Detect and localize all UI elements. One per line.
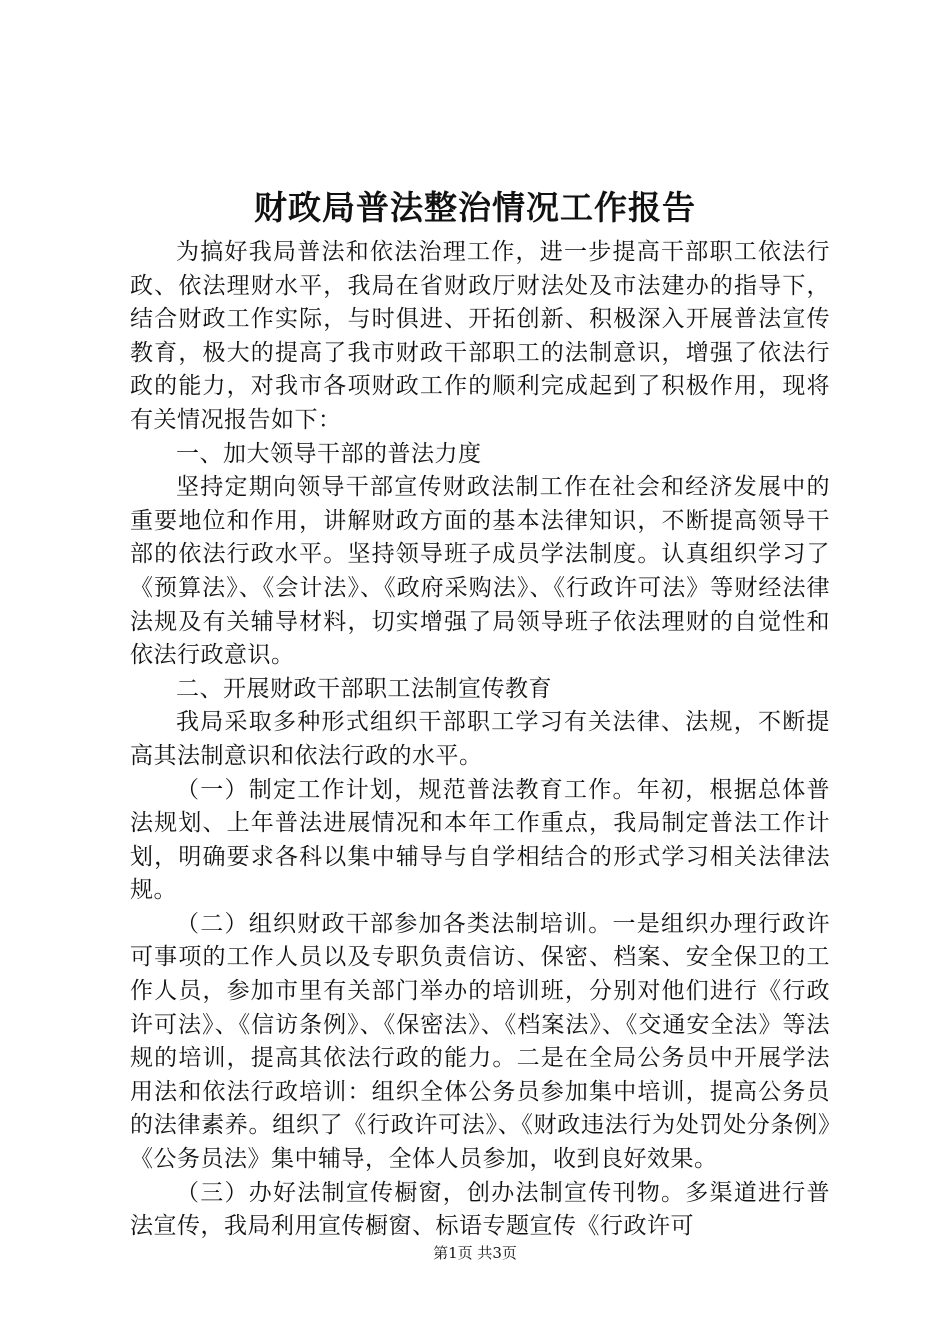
paragraph-section-2: 我局采取多种形式组织干部职工学习有关法律、法规，不断提高其法制意识和依法行政的水平。 bbox=[130, 709, 830, 769]
section-heading-2: 二、开展财政干部职工法制宣传教育 bbox=[176, 675, 552, 702]
paragraph-section-1: 坚持定期向领导干部宣传财政法制工作在社会和经济发展中的重要地位和作用，讲解财政方面的基本法律知识，不断提高领导干部的依法行政水平。坚持领导班子成员学法制度。认真组织学习了《预算法》、《会计法》、《政府采购法》、《行政许可法》等财经法律法规及有关辅导材料，切实增强了局领导班子依法理财的自觉性和依法行政意识。 bbox=[130, 474, 830, 669]
paragraph-intro: 为搞好我局普法和依法治理工作，进一步提高干部职工依法行政、依法理财水平，我局在省财政厅财法处及市法建办的指导下，结合财政工作实际，与时俱进、开拓创新、积极深入开展普法宣传教育，极大的提高了我市财政干部职工的法制意识，增强了依法行政的能力，对我市各项财政工作的顺利完成起到了积极作用，现将有关情况报告如下： bbox=[130, 239, 830, 433]
paragraph-item-1: （一）制定工作计划，规范普法教育工作。年初，根据总体普法规划、上年普法进展情况和本年工作重点，我局制定普法工作计划，明确要求各科以集中辅导与自学相结合的形式学习相关法律法规。 bbox=[130, 776, 830, 904]
paragraph-item-2: （二）组织财政干部参加各类法制培训。一是组织办理行政许可事项的工作人员以及专职负责信访、保密、档案、安全保卫的工作人员，参加市里有关部门举办的培训班，分别对他们进行《行政许可法》、《信访条例》、《保密法》、《档案法》、《交通安全法》等法规的培训，提高其依法行政的能力。二是在全局公务员中开展学法用法和依法行政培训：组织全体公务员参加集中培训，提高公务员的法律素养。组织了《行政许可法》、《财政违法行为处罚处分条例》《公务员法》集中辅导，全体人员参加，收到良好效果。 bbox=[130, 910, 830, 1173]
page-footer: 第1页 共3页 bbox=[433, 1244, 517, 1262]
document-title: 财政局普法整治情况工作报告 bbox=[254, 188, 696, 227]
document-body bbox=[130, 236, 830, 1244]
section-heading-1: 一、加大领导干部的普法力度 bbox=[176, 440, 482, 467]
paragraph-item-3: （三）办好法制宣传橱窗，创办法制宣传刊物。多渠道进行普法宣传，我局利用宣传橱窗、标语专题宣传《行政许可 bbox=[130, 1179, 830, 1240]
